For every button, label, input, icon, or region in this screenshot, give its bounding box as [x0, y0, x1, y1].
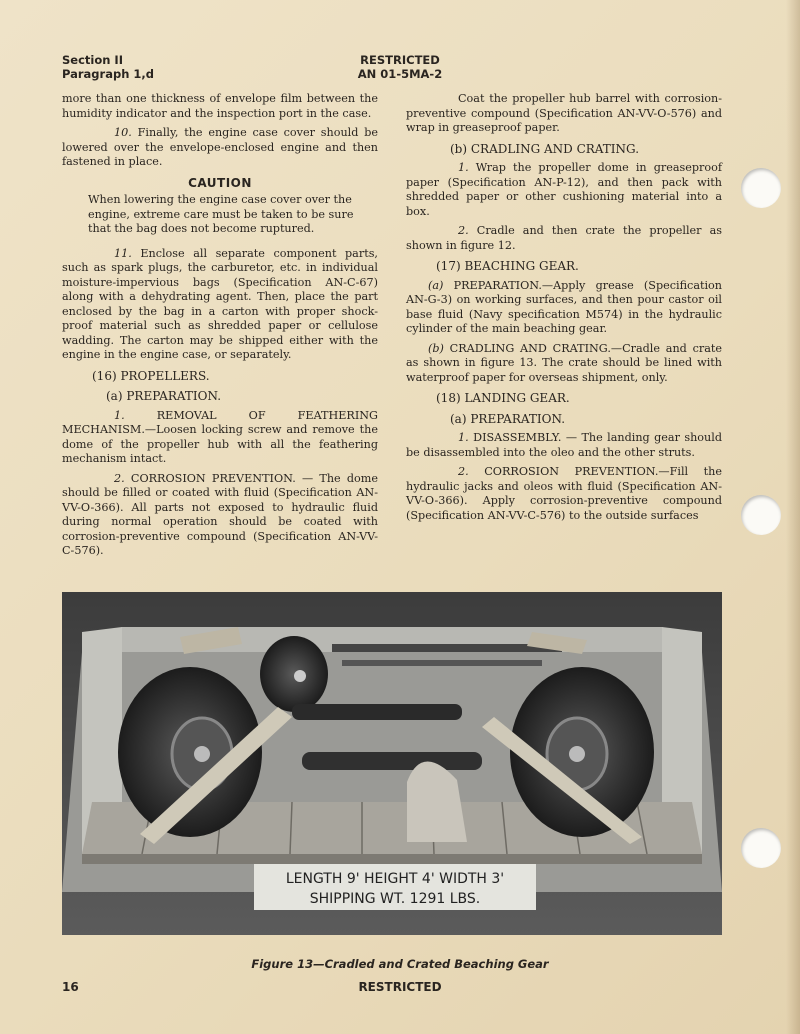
paragraph: 11. Enclose all separate component parts, such as spark plugs, the carburetor, etc. in individual moisture-impervious bags (Specification AN-C-67) along with a dehydrating agent. Then, place the part enclosed by the bag in a carton with proper shock-proof material such as shredded paper or cellulose wadding. The carton may be shipped either with the engine in the engine case, or separately.: [62, 246, 378, 361]
subsection-heading: (a) PREPARATION.: [450, 411, 566, 426]
paragraph: more than one thickness of envelope film between the humidity indicator and the inspection port in the case.: [62, 92, 378, 120]
page-number: 16: [62, 980, 79, 994]
left-column: [62, 92, 378, 564]
paragraph: 1. Wrap the propeller dome in greaseproof paper (Specification AN-P-12), and then pack with shredded paper or other cushioning material into a box.: [406, 161, 722, 218]
strut-lower: [302, 752, 482, 770]
caution-body: When lowering the engine case cover over the engine, extreme care must be taken to be sure that the bag does not become ruptured.: [88, 193, 354, 235]
tail-wheel: [260, 636, 328, 712]
crate-illustration: [62, 592, 722, 935]
binder-hole-top: [741, 168, 781, 208]
figure-photo: [62, 592, 722, 935]
paragraph: 2. CORROSION PREVENTION. — The dome should be filled or coated with fluid (Specification AN-VV-O-366). All parts not exposed to hydraulic fluid during normal operation should be coated with corrosion-preventive compound (Specification AN-VV-C-576).: [62, 471, 378, 557]
paragraph: 2. Cradle and then crate the propeller as shown in figure 12.: [406, 224, 722, 252]
doc-number: AN 01-5MA-2: [357, 67, 443, 81]
caution-heading: CAUTION: [188, 175, 252, 190]
header-left: [62, 53, 154, 81]
paragraph: (b) CRADLING AND CRATING.—Cradle and crate as shown in figure 13. The crate should be lined with waterproof paper for overseas shipment, only.: [406, 341, 722, 384]
subsection-heading: (b) CRADLING AND CRATING.: [450, 141, 640, 156]
right-column: [406, 92, 722, 528]
paragraph: 2. CORROSION PREVENTION.—Fill the hydraulic jacks and oleos with fluid (Specification AN-VV-O-366). Apply corrosion-preventive compound (Specification AN-VV-C-576) to the outside surfaces: [406, 465, 722, 522]
paragraph: 1. DISASSEMBLY. — The landing gear should be disassembled into the oleo and the other struts.: [406, 431, 722, 459]
sign-line-2: SHIPPING WT. 1291 LBS.: [309, 891, 481, 907]
section-heading: (17) BEACHING GEAR.: [436, 259, 579, 273]
paragraph: (a) PREPARATION.—Apply grease (Specification AN-G-3) on working surfaces, and then pour castor oil base fluid (Navy specification M574) in the hydraulic cylinder of the main beaching gear.: [406, 278, 722, 335]
paragraph-label: Paragraph 1,d: [62, 67, 154, 81]
section-label: Section II: [62, 53, 123, 67]
section-heading: (18) LANDING GEAR.: [436, 391, 570, 405]
sign-line-1: LENGTH 9' HEIGHT 4' WIDTH 3': [285, 871, 505, 887]
header-center: [340, 53, 460, 81]
subsection-heading: (a) PREPARATION.: [106, 389, 222, 403]
footer-classification: RESTRICTED: [358, 980, 442, 994]
header-classification: RESTRICTED: [360, 53, 440, 67]
page-edge-shadow: [786, 0, 800, 1034]
strut-upper: [292, 704, 462, 720]
binder-hole-middle: [741, 495, 781, 535]
paragraph: Coat the propeller hub barrel with corrosion-preventive compound (Specification AN-VV-O-576) and wrap in greaseproof paper.: [406, 92, 722, 134]
section-heading: (16) PROPELLERS.: [92, 368, 210, 383]
figure-caption: Figure 13—Cradled and Crated Beaching Gear: [251, 957, 549, 971]
paragraph: 1. REMOVAL OF FEATHERING MECHANISM.—Loosen locking screw and remove the dome of the propeller hub with all the feathering mechanism intact.: [62, 408, 378, 465]
paragraph: 10. Finally, the engine case cover should be lowered over the envelope-enclosed engine and then fastened in place.: [62, 126, 378, 168]
binder-hole-bottom: [741, 828, 781, 868]
